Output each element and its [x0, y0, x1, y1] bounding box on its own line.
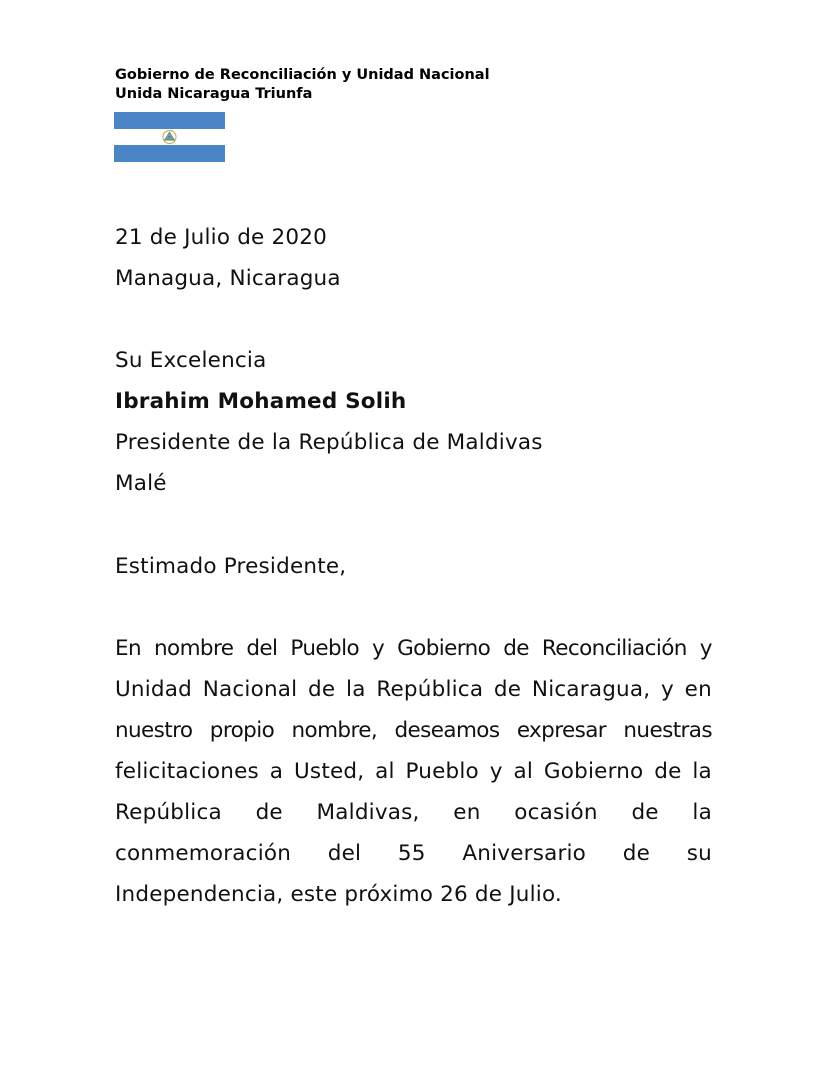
body-line	[115, 669, 712, 710]
body-word: Gobierno	[543, 759, 644, 784]
recipient-city: Malé	[115, 471, 167, 496]
body-word: y	[372, 636, 385, 661]
body-word: Reconciliación	[541, 636, 687, 661]
salutation-block	[115, 546, 346, 587]
body-word: de	[308, 677, 336, 702]
letter-body	[115, 628, 712, 915]
body-word: de	[654, 759, 682, 784]
body-word: de	[503, 636, 529, 661]
body-word: Unidad	[115, 677, 193, 702]
body-word: y	[699, 636, 712, 661]
body-word: la	[346, 677, 366, 702]
letterhead	[115, 66, 490, 104]
body-word: Gobierno	[397, 636, 491, 661]
body-word: de	[493, 677, 522, 702]
body-line-last: Independencia, este próximo 26 de Julio.	[115, 882, 562, 907]
body-word: deseamos	[394, 718, 500, 743]
body-word: del	[246, 636, 278, 661]
body-word: de	[255, 800, 283, 825]
letter-date: 21 de Julio de 2020	[115, 225, 328, 250]
recipient-block	[115, 340, 543, 504]
recipient-title: Presidente de la República de Maldivas	[115, 430, 543, 455]
body-line	[115, 792, 712, 833]
body-word: al	[375, 759, 395, 784]
body-word: Usted,	[294, 759, 365, 784]
body-word: República	[115, 800, 222, 825]
body-word: a	[269, 759, 284, 784]
body-word: 55	[397, 841, 426, 866]
body-word: República	[376, 677, 484, 702]
body-word: en	[453, 800, 481, 825]
body-line	[115, 628, 712, 669]
body-word: del	[327, 841, 362, 866]
body-word: Pueblo	[290, 636, 360, 661]
letterhead-slogan: Unida Nicaragua Triunfa	[115, 86, 313, 102]
body-word: nombre,	[291, 718, 378, 743]
body-word: ocasión	[514, 800, 598, 825]
letter-place: Managua, Nicaragua	[115, 266, 341, 291]
date-location-block	[115, 217, 341, 299]
body-word: de	[631, 800, 659, 825]
recipient-honorific: Su Excelencia	[115, 348, 267, 373]
nicaragua-flag-icon	[114, 112, 225, 162]
body-line	[115, 710, 712, 751]
salutation: Estimado Presidente,	[115, 554, 347, 579]
body-word: Nicaragua,	[531, 677, 651, 702]
body-word: al	[513, 759, 534, 784]
recipient-name: Ibrahim Mohamed Solih	[115, 389, 407, 414]
body-word: Pueblo	[405, 759, 479, 784]
body-word: conmemoración	[115, 841, 292, 866]
body-word: y	[661, 677, 674, 702]
body-word: Nacional	[202, 677, 298, 702]
body-word: nombre	[154, 636, 234, 661]
body-word: nuestro	[115, 718, 193, 743]
body-word: felicitaciones	[115, 759, 259, 784]
body-line	[115, 751, 712, 792]
body-word: su	[686, 841, 712, 866]
body-word: la	[692, 800, 712, 825]
body-word: Aniversario	[462, 841, 587, 866]
body-word: propio	[209, 718, 275, 743]
body-word: y	[489, 759, 503, 784]
letterhead-government-name: Gobierno de Reconciliación y Unidad Nacional	[115, 67, 490, 83]
body-word: la	[692, 759, 712, 784]
body-line	[115, 833, 712, 874]
body-word: expresar	[516, 718, 607, 743]
body-word: Maldivas,	[316, 800, 420, 825]
body-word: de	[622, 841, 651, 866]
body-word: En	[115, 636, 142, 661]
body-word: en	[684, 677, 712, 702]
body-word: nuestras	[623, 718, 712, 743]
